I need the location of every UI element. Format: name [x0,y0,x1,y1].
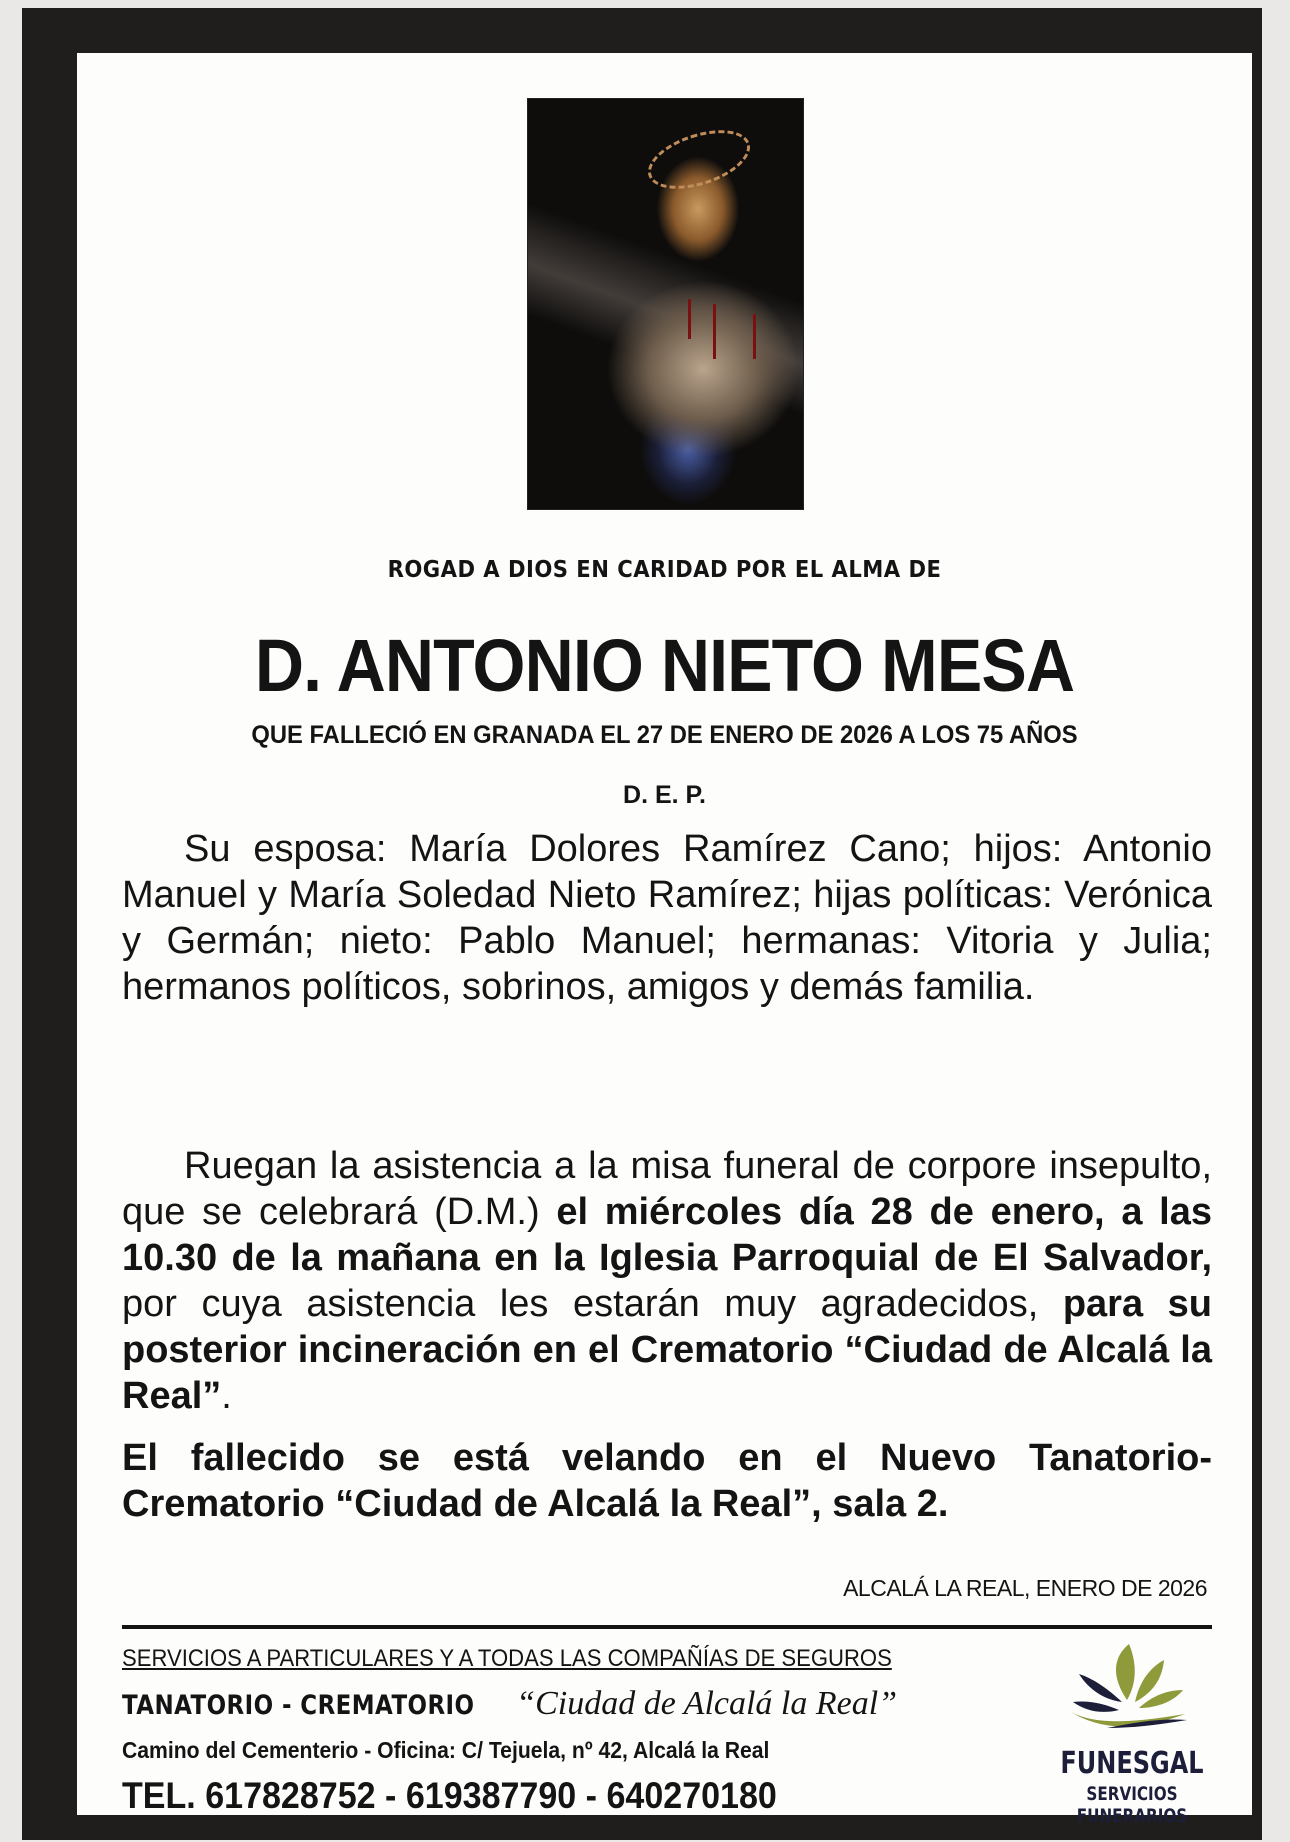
tanatorio-line [122,1685,897,1723]
tanatorio-caps: TANATORIO - CREMATORIO [122,1690,475,1721]
family-paragraph [122,826,1212,1010]
photo-detail [688,299,691,339]
rip-abbreviation: D. E. P. [623,781,706,809]
deceased-name: D. ANTONIO NIETO MESA [254,624,1075,707]
logo-subtitle: SERVICIOS FUNERARIOS [1076,1783,1188,1827]
logo-name: FUNESGAL [1060,1746,1204,1781]
obituary-notice [77,53,1252,1827]
mass-text-3: por cuya asistencia les estarán muy agradecidos, [122,1283,1063,1325]
leaf-logo-icon [1067,1638,1197,1738]
family-text: Su esposa: María Dolores Ramírez Cano; hijos: Antonio Manuel y María Soledad Nieto Ramírez; hijas políticas: Verónica y Germán; nieto: Pablo Manuel; hermanas: Vitoria y Julia; hermanos políticos, sobrinos, amigos y demás familia. [122,828,1212,1008]
mass-paragraph [122,1143,1212,1419]
crown-of-thorns [641,119,758,200]
footer-divider [122,1625,1212,1629]
place-date: ALCALÁ LA REAL, ENERO DE 2026 [843,1575,1207,1601]
mass-text-1: Ruegan la asistencia a la misa funeral de corpore insepulto, que se celebrará (D.M.) [122,1145,1212,1233]
vigil-paragraph: El fallecido se está velando en el Nuevo Tanatorio-Crematorio “Ciudad de Alcalá la Real”, sala 2. [122,1437,1212,1525]
photo-detail [753,314,756,359]
mass-date-location: el miércoles día 28 de enero, a las 10.30 de la mañana en la Iglesia Parroquial de El Salvador, [122,1191,1212,1279]
crucifix-photo [527,98,804,510]
phone-numbers: TEL. 617828752 - 619387790 - 640270180 [122,1775,777,1816]
cremation-text: para su posterior incineración en el Crematorio “Ciudad de Alcalá la Real” [122,1283,1213,1417]
photo-detail [713,304,716,359]
tanatorio-script: “Ciudad de Alcalá la Real” [516,1685,898,1722]
death-details: QUE FALLECIÓ EN GRANADA EL 27 DE ENERO DE 2026 A LOS 75 AÑOS [251,721,1078,749]
mass-text-5: . [221,1375,232,1417]
address-line: Camino del Cementerio - Oficina: C/ Tejuela, nº 42, Alcalá la Real [122,1737,770,1763]
black-border-frame [22,8,1262,1840]
services-line: SERVICIOS A PARTICULARES Y A TODAS LAS COMPAÑÍAS DE SEGUROS [122,1645,892,1672]
funesgal-logo [1037,1638,1217,1827]
prayer-line: ROGAD A DIOS EN CARIDAD POR EL ALMA DE [387,557,942,583]
